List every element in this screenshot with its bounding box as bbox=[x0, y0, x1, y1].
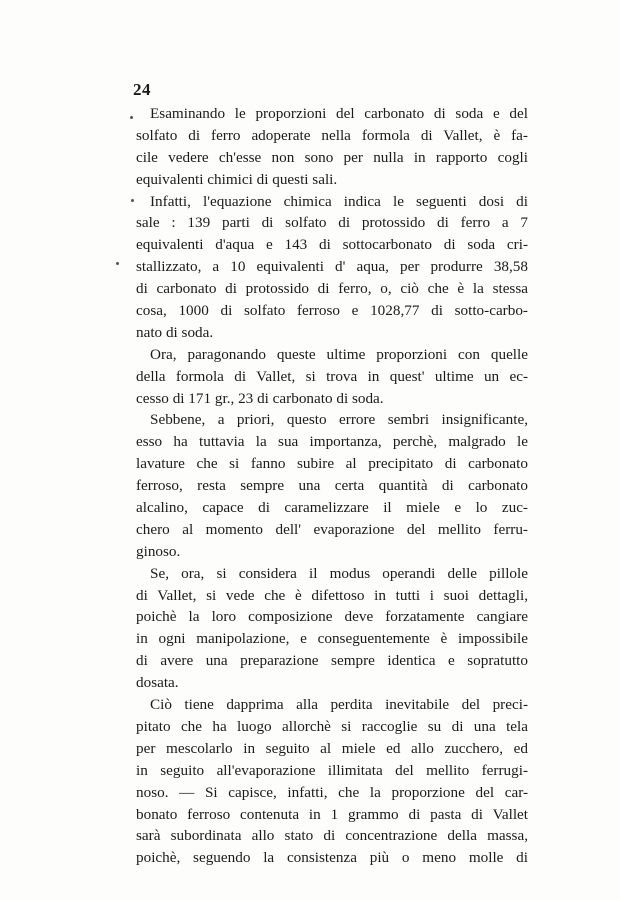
text-line: di carbonato di protossido di ferro, o, ciò che è la stessa bbox=[136, 280, 528, 298]
print-speck bbox=[130, 116, 133, 119]
text-line: equivalenti d'aqua e 143 di sottocarbonato di soda cri- bbox=[136, 236, 528, 254]
print-speck bbox=[131, 199, 134, 202]
text-line: dosata. bbox=[136, 674, 179, 692]
text-line: pitato che ha luogo allorchè si raccoglie su di una tela bbox=[136, 717, 528, 735]
text-line: della formola di Vallet, si trova in quest' ultime un ec- bbox=[136, 367, 528, 385]
text-line: nato di soda. bbox=[136, 323, 214, 341]
text-line: Ciò tiene dapprima alla perdita inevitabile del preci- bbox=[150, 696, 528, 714]
text-line: solfato di ferro adoperate nella formola di Vallet, è fa- bbox=[136, 126, 528, 144]
text-line: noso. — Si capisce, infatti, che la proporzione del car- bbox=[136, 783, 528, 801]
text-line: poichè la loro composizione deve forzatamente cangiare bbox=[136, 608, 528, 626]
text-line: chero al momento dell' evaporazione del mellito ferru- bbox=[136, 520, 528, 538]
text-line: Ora, paragonando queste ultime proporzioni con quelle bbox=[150, 345, 528, 363]
text-line: in ogni manipolazione, e conseguentemente è impossibile bbox=[136, 630, 528, 648]
text-line: Esaminando le proporzioni del carbonato di soda e del bbox=[150, 105, 528, 122]
text-line: ginoso. bbox=[136, 542, 181, 560]
body-text bbox=[136, 103, 528, 869]
text-line: sarà subordinata allo stato di concentrazione della massa, bbox=[136, 827, 528, 845]
text-line: cile vedere ch'esse non sono per nulla in rapporto cogli bbox=[136, 148, 528, 166]
text-line: per mescolarlo in seguito al miele ed allo zucchero, ed bbox=[136, 739, 528, 757]
text-line: cesso di 171 gr., 23 di carbonato di soda. bbox=[136, 389, 384, 407]
text-line: sale : 139 parti di solfato di protossido di ferro a 7 bbox=[136, 214, 528, 232]
text-line: Infatti, l'equazione chimica indica le seguenti dosi di bbox=[150, 192, 528, 210]
text-line: bonato ferroso contenuta in 1 grammo di pasta di Vallet bbox=[136, 805, 528, 823]
page-number: 24 bbox=[133, 80, 151, 99]
text-line: equivalenti chimici di questi sali. bbox=[136, 170, 338, 188]
text-line: poichè, seguendo la consistenza più o meno molle di bbox=[136, 849, 528, 867]
text-line: Sebbene, a priori, questo errore sembri insignificante, bbox=[150, 411, 528, 429]
text-line: cosa, 1000 di solfato ferroso e 1028,77 di sotto-carbo- bbox=[136, 302, 528, 320]
text-line: stallizzato, a 10 equivalenti d' aqua, per produrre 38,58 bbox=[136, 258, 528, 276]
text-line: di Vallet, si vede che è difettoso in tutti i suoi dettagli, bbox=[136, 586, 528, 604]
text-line: di avere una preparazione sempre identica e sopratutto bbox=[136, 652, 528, 670]
text-line: alcalino, capace di caramelizzare il miele e lo zuc- bbox=[136, 499, 528, 517]
text-line: esso ha tuttavia la sua importanza, perchè, malgrado le bbox=[136, 433, 528, 451]
print-speck bbox=[116, 262, 119, 265]
text-line: ferroso, resta sempre una certa quantità di carbonato bbox=[136, 477, 528, 495]
text-line: in seguito all'evaporazione illimitata del mellito ferrugi- bbox=[136, 761, 528, 779]
text-line: lavature che si fanno subire al precipitato di carbonato bbox=[136, 455, 528, 473]
text-line: Se, ora, si considera il modus operandi delle pillole bbox=[150, 564, 528, 582]
